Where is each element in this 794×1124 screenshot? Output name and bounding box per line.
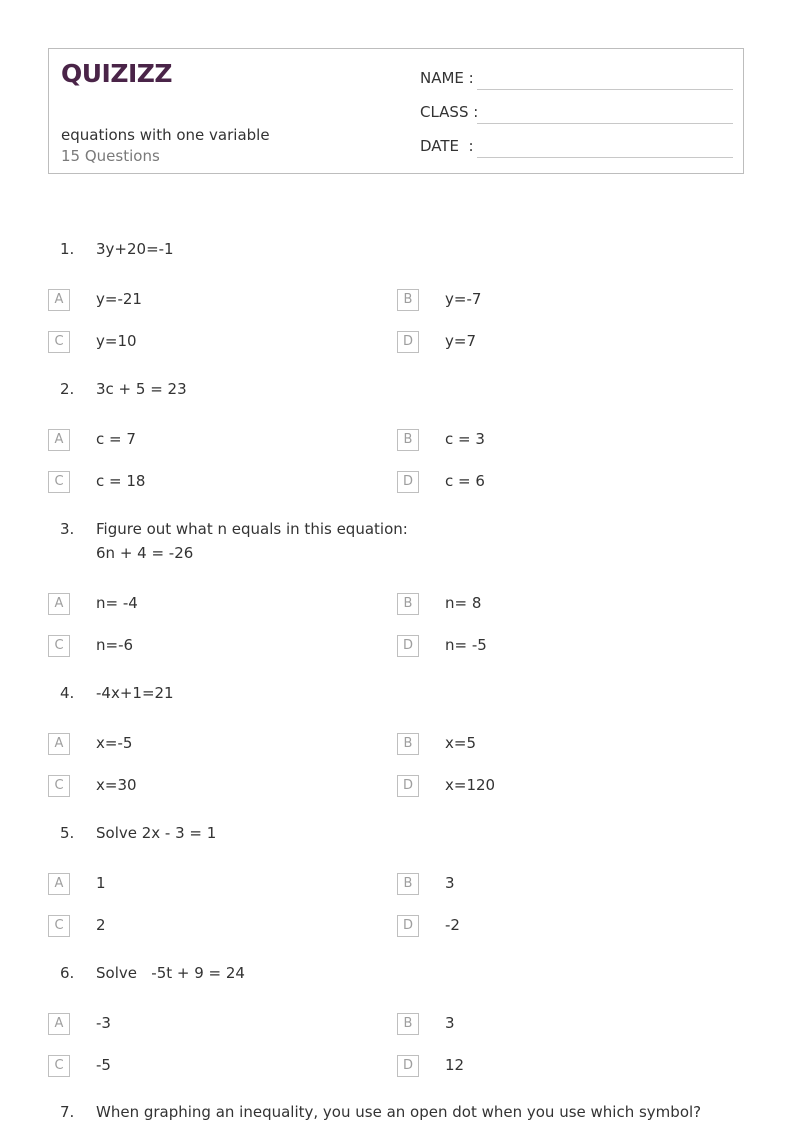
option-letter-box[interactable]: D — [397, 471, 419, 493]
question-text: 3c + 5 = 23 — [96, 380, 187, 398]
worksheet-header — [48, 48, 744, 174]
option-letter-box[interactable]: A — [48, 733, 70, 755]
question-number: 1. — [60, 240, 75, 258]
option-text: 3 — [445, 1014, 455, 1032]
option-letter-box[interactable]: A — [48, 429, 70, 451]
quizizz-logo: QUIZIZZ — [61, 59, 173, 88]
option-text: n= -5 — [445, 636, 487, 654]
name-label: NAME : — [420, 69, 474, 87]
option-text: -5 — [96, 1056, 111, 1074]
option-letter-box[interactable]: A — [48, 873, 70, 895]
question-text: 6n + 4 = -26 — [96, 544, 194, 562]
worksheet-title: equations with one variable — [61, 126, 270, 144]
question-text: Solve 2x - 3 = 1 — [96, 824, 217, 842]
option-letter-box[interactable]: B — [397, 1013, 419, 1035]
question-number: 7. — [60, 1103, 75, 1121]
name-line — [477, 89, 733, 90]
option-letter-box[interactable]: C — [48, 635, 70, 657]
question-text: Figure out what n equals in this equation: — [96, 520, 408, 538]
class-label: CLASS : — [420, 103, 479, 121]
option-letter-box[interactable]: B — [397, 733, 419, 755]
option-text: y=10 — [96, 332, 137, 350]
option-letter-box[interactable]: A — [48, 593, 70, 615]
option-text: 2 — [96, 916, 106, 934]
option-text: c = 18 — [96, 472, 146, 490]
option-text: n=-6 — [96, 636, 134, 654]
option-text: 1 — [96, 874, 106, 892]
option-text: -3 — [96, 1014, 111, 1032]
option-text: y=-7 — [445, 290, 482, 308]
option-text: x=30 — [96, 776, 137, 794]
option-letter-box[interactable]: D — [397, 635, 419, 657]
option-letter-box[interactable]: A — [48, 289, 70, 311]
option-letter-box[interactable]: B — [397, 289, 419, 311]
option-letter-box[interactable]: C — [48, 471, 70, 493]
option-letter-box[interactable]: D — [397, 775, 419, 797]
question-text: Solve -5t + 9 = 24 — [96, 964, 245, 982]
option-text: y=7 — [445, 332, 476, 350]
date-label: DATE : — [420, 137, 474, 155]
option-text: c = 7 — [96, 430, 136, 448]
option-letter-box[interactable]: B — [397, 873, 419, 895]
option-letter-box[interactable]: C — [48, 915, 70, 937]
date-line — [477, 157, 733, 158]
option-text: x=5 — [445, 734, 476, 752]
question-number: 4. — [60, 684, 75, 702]
option-text: x=-5 — [96, 734, 133, 752]
option-text: x=120 — [445, 776, 496, 794]
question-number: 2. — [60, 380, 75, 398]
option-text: n= -4 — [96, 594, 138, 612]
option-letter-box[interactable]: C — [48, 1055, 70, 1077]
question-number: 3. — [60, 520, 75, 538]
option-text: y=-21 — [96, 290, 142, 308]
class-line — [477, 123, 733, 124]
question-text: 3y+20=-1 — [96, 240, 174, 258]
question-number: 5. — [60, 824, 75, 842]
option-letter-box[interactable]: D — [397, 1055, 419, 1077]
option-letter-box[interactable]: D — [397, 915, 419, 937]
option-letter-box[interactable]: C — [48, 775, 70, 797]
option-letter-box[interactable]: D — [397, 331, 419, 353]
option-text: 12 — [445, 1056, 465, 1074]
option-text: n= 8 — [445, 594, 482, 612]
option-letter-box[interactable]: C — [48, 331, 70, 353]
question-count: 15 Questions — [61, 147, 160, 165]
question-number: 6. — [60, 964, 75, 982]
question-text: When graphing an inequality, you use an open dot when you use which symbol? — [96, 1103, 702, 1121]
option-letter-box[interactable]: A — [48, 1013, 70, 1035]
option-letter-box[interactable]: B — [397, 593, 419, 615]
option-text: -2 — [445, 916, 460, 934]
option-text: c = 3 — [445, 430, 485, 448]
option-text: 3 — [445, 874, 455, 892]
option-text: c = 6 — [445, 472, 485, 490]
question-text: -4x+1=21 — [96, 684, 174, 702]
option-letter-box[interactable]: B — [397, 429, 419, 451]
